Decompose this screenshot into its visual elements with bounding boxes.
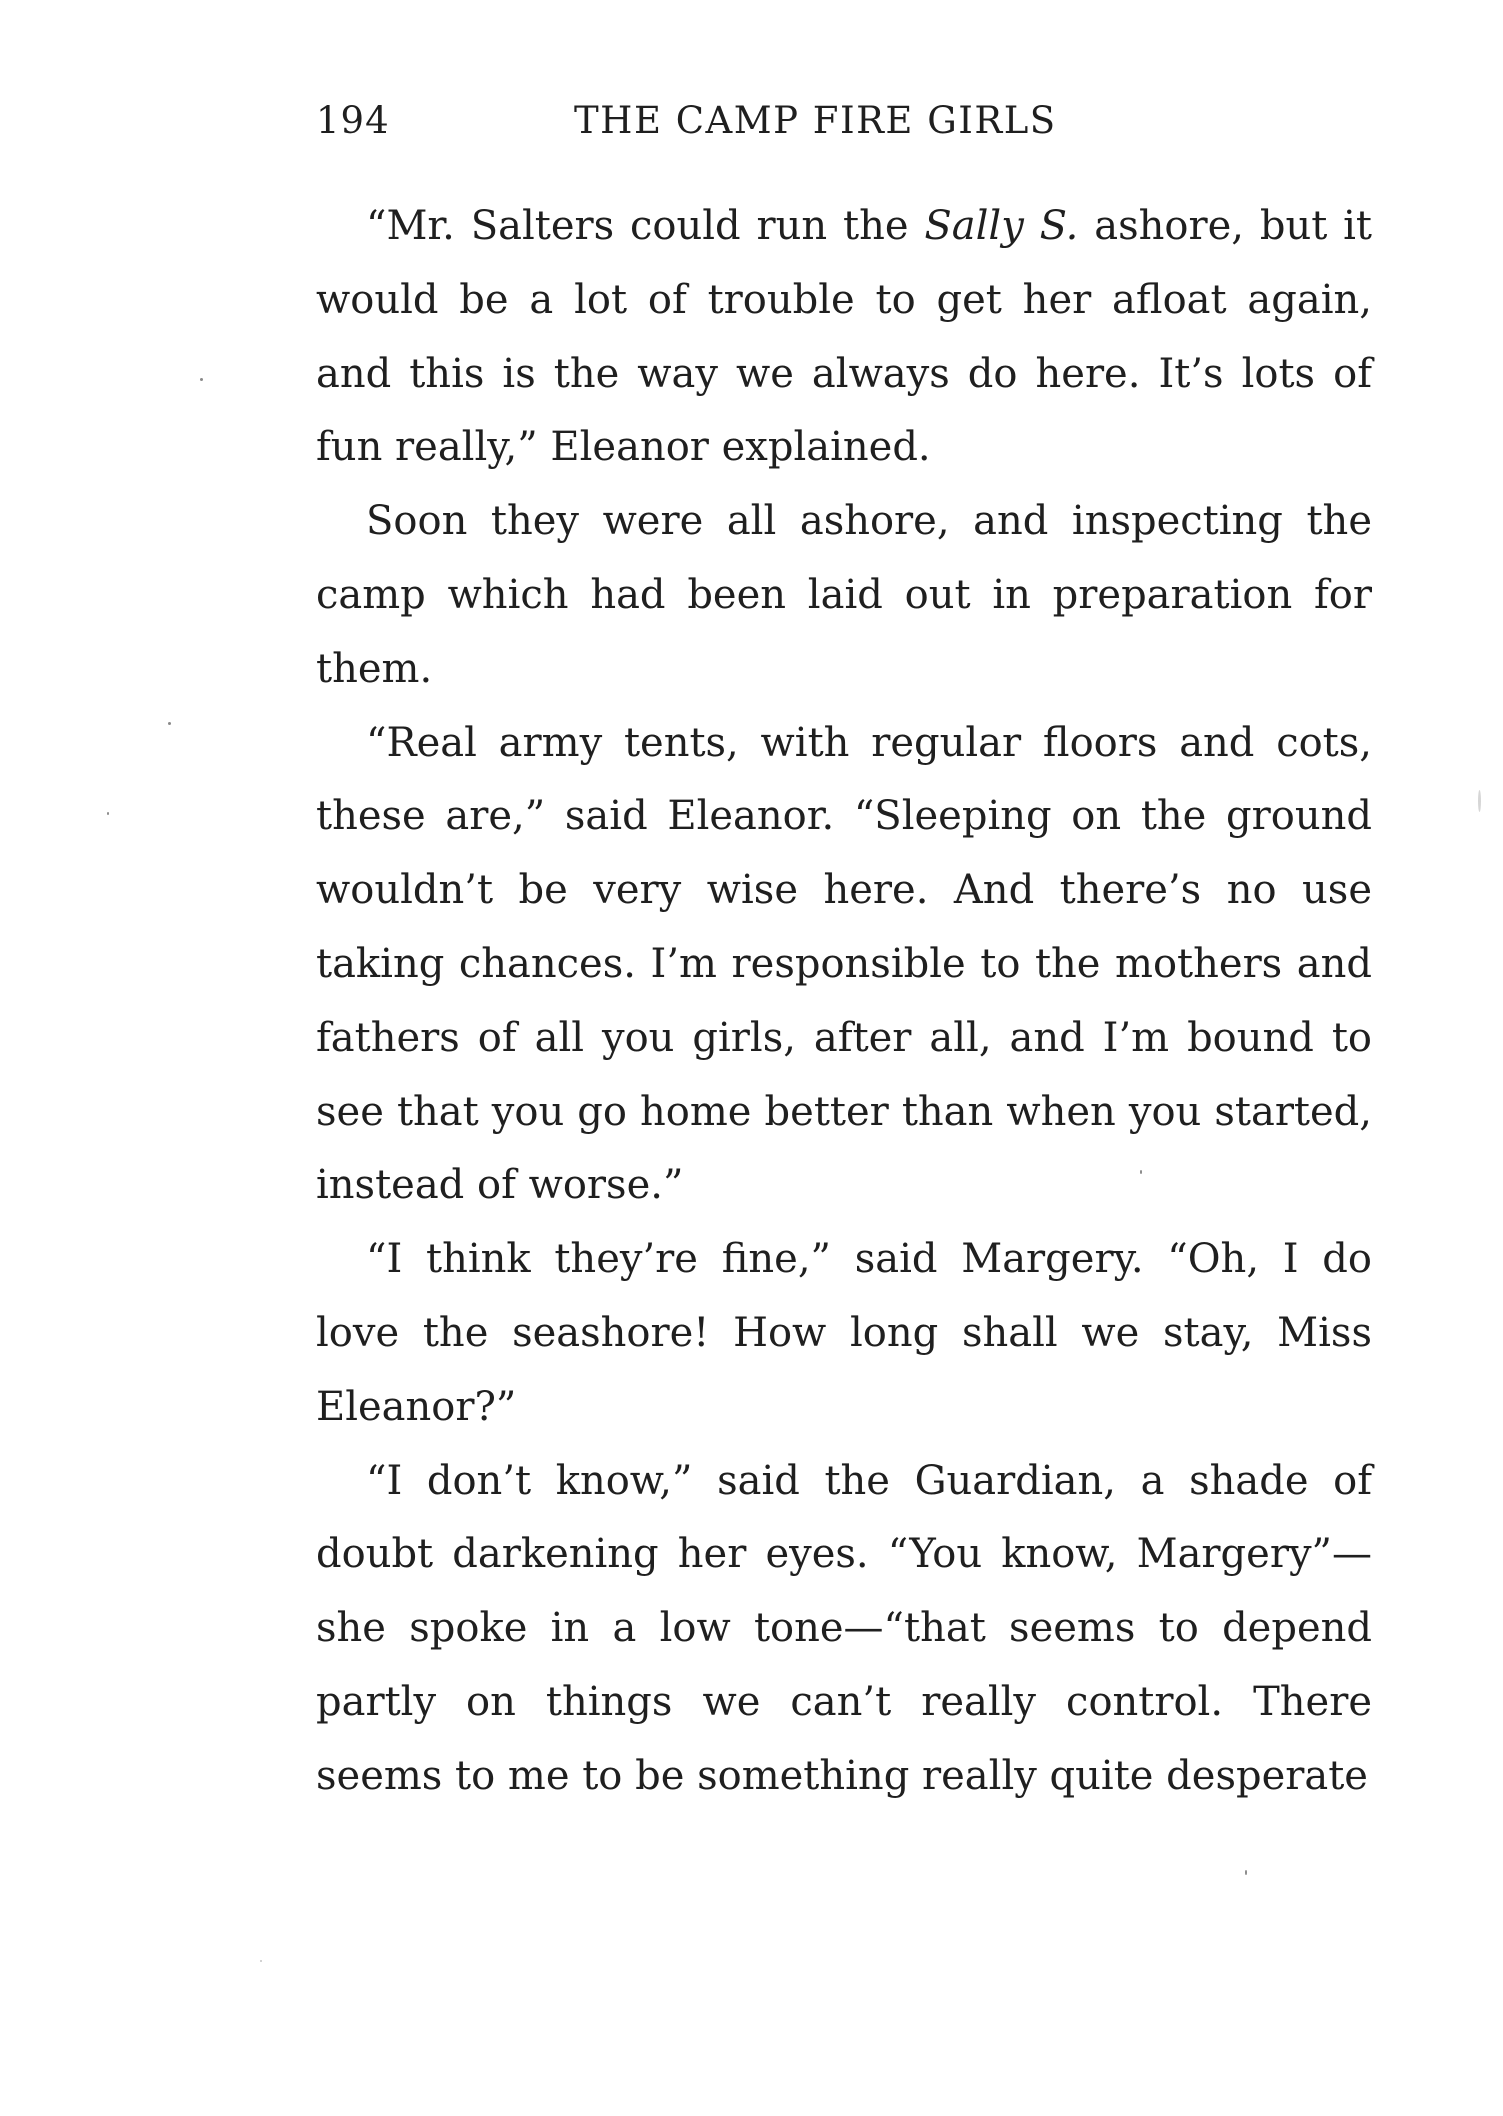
scan-speck bbox=[1140, 1170, 1142, 1174]
page-header bbox=[316, 96, 1372, 146]
paragraph-4: “I think they’re fine,” said Margery. “Oh, I do love the seashore! How long shall we stay, Miss Eleanor?” bbox=[316, 1236, 1372, 1430]
scan-speck bbox=[260, 1960, 262, 1962]
paragraph-1-start: “Mr. Salters could run the bbox=[366, 203, 925, 249]
scan-speck bbox=[107, 812, 109, 815]
scan-speck bbox=[168, 722, 171, 725]
scan-speck bbox=[1245, 1870, 1247, 1875]
paragraph-3: “Real army tents, with regular floors and cots, these are,” said Eleanor. “Sleeping on the ground wouldn’t be very wise here. And there’s no use taking chances. I’m responsible to the mothers and fathers of all you girls, after all, and I’m bound to see that you go home better than when you started, instead of worse.” bbox=[316, 719, 1372, 1209]
scan-speck bbox=[200, 378, 203, 381]
paragraph-2: Soon they were all ashore, and inspecting the camp which had been laid out in preparation for them. bbox=[316, 498, 1372, 692]
scan-speck bbox=[1478, 790, 1481, 812]
running-title: THE CAMP FIRE GIRLS bbox=[574, 99, 1057, 142]
page-number: 194 bbox=[316, 99, 390, 142]
paragraph-1 bbox=[316, 190, 1372, 485]
body-text bbox=[316, 190, 1372, 1814]
paragraph-1-end: ashore, but it would be a lot of trouble to get her afloat again, and this is the way we always do here. It’s lots of fun really,” Eleanor explained. bbox=[316, 203, 1373, 471]
boat-name: Sally S. bbox=[924, 203, 1079, 249]
paragraph-5: “I don’t know,” said the Guardian, a shade of doubt darkening her eyes. “You know, Margery”—she spoke in a low tone—“that seems to depend partly on things we can’t really control. There seems to me to be something really quite desperate bbox=[316, 1457, 1372, 1799]
